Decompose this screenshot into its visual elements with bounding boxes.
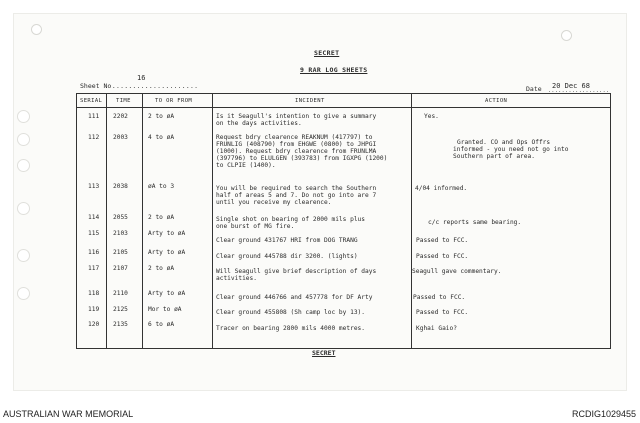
row-113-serial: 113 (88, 183, 100, 190)
row-118-to-from: Arty to øA (148, 290, 186, 297)
punch-hole (17, 159, 30, 172)
log-title: 9 RAR LOG SHEETS (300, 66, 368, 74)
row-120-to-from: 6 to øA (148, 321, 175, 328)
row-115-serial: 115 (88, 230, 100, 237)
row-116-serial: 116 (88, 249, 100, 256)
row-112-incident: to CLPIE (1400). (216, 162, 276, 169)
row-119-time: 2125 (113, 306, 128, 313)
date-value: 20 Dec 68 (552, 82, 590, 90)
column-divider (106, 94, 107, 348)
sheet-number: 16 (137, 74, 146, 82)
header-serial: SERIAL (80, 98, 103, 104)
log-table (76, 93, 611, 349)
row-111-incident: Is it Seagull's intention to give a summary (216, 113, 377, 120)
row-111-action: Yes. (424, 113, 439, 120)
column-divider (411, 94, 412, 348)
row-113-incident: until you receive my clearence. (216, 199, 332, 206)
row-119-serial: 119 (88, 306, 100, 313)
row-112-time: 2003 (113, 134, 128, 141)
archive-credit: AUSTRALIAN WAR MEMORIAL (3, 409, 134, 419)
row-112-serial: 112 (88, 134, 100, 141)
row-117-incident: Will Seagull give brief description of days (216, 268, 377, 275)
row-116-action: Passed to FCC. (416, 253, 469, 260)
row-117-action: Seagull gave commentary. (412, 268, 502, 275)
row-120-time: 2135 (113, 321, 128, 328)
row-112-incident: (397796) to ELULGEN (393783) from IGXPG (1200) (216, 155, 388, 162)
row-120-serial: 120 (88, 321, 100, 328)
sheet-label: Sheet No (80, 82, 112, 90)
row-115-time: 2103 (113, 230, 128, 237)
row-113-incident: You will be required to search the Southern (216, 185, 377, 192)
row-116-incident: Clear ground 445788 dir 3200. (lights) (216, 253, 358, 260)
row-113-time: 2038 (113, 183, 128, 190)
row-111-incident: on the days activities. (216, 120, 302, 127)
punch-hole (17, 202, 30, 215)
header-rule (77, 107, 610, 108)
sheet-dots: ..................... (112, 83, 199, 90)
header-to-from: TO OR FROM (155, 98, 193, 104)
punch-hole (17, 110, 30, 123)
row-114-action: c/c reports same bearing. (428, 219, 522, 226)
row-113-incident: half of areas 5 and 7. Do not go into are 7 (216, 192, 377, 199)
row-119-action: Passed to FCC. (416, 309, 469, 316)
row-117-to-from: 2 to øA (148, 265, 175, 272)
row-112-action: Granted. CO and Ops Offrs (457, 139, 551, 146)
classification-bottom: SECRET (312, 349, 336, 357)
row-111-serial: 111 (88, 113, 100, 120)
row-115-to-from: Arty to øA (148, 230, 186, 237)
row-119-incident: Clear ground 455808 (Sh camp loc by 13). (216, 309, 366, 316)
date-label: Date (526, 85, 542, 93)
row-111-to-from: 2 to øA (148, 113, 175, 120)
row-112-action: Southern part of area. (453, 153, 535, 160)
classification-top: SECRET (314, 49, 340, 57)
row-118-time: 2110 (113, 290, 128, 297)
punch-hole (17, 287, 30, 300)
row-118-incident: Clear ground 446766 and 457778 for DF Arty (216, 294, 373, 301)
row-115-incident: Clear ground 431767 HRI from DOG TRANG (216, 237, 358, 244)
staple-mark (31, 24, 42, 35)
row-114-to-from: 2 to øA (148, 214, 175, 221)
row-114-incident: Single shot on bearing of 2000 mils plus (216, 216, 366, 223)
column-divider (142, 94, 143, 348)
row-116-time: 2105 (113, 249, 128, 256)
row-118-serial: 118 (88, 290, 100, 297)
header-time: TIME (116, 98, 131, 104)
row-114-incident: one burst of MG fire. (216, 223, 295, 230)
header-incident: INCIDENT (295, 98, 325, 104)
row-112-incident: Request bdry clearence REAKNUM (417797) to (216, 134, 373, 141)
row-112-action: informed - you need not go into (453, 146, 569, 153)
row-114-serial: 114 (88, 214, 100, 221)
row-116-to-from: Arty to øA (148, 249, 186, 256)
row-112-incident: FRUNLIG (408790) from EHGWE (0800) to JHPGI (216, 141, 377, 148)
row-120-action: Kghai Gaio? (416, 325, 457, 332)
staple-mark (561, 30, 572, 41)
date-dots: .................. (548, 88, 610, 94)
row-117-time: 2107 (113, 265, 128, 272)
row-112-to-from: 4 to øA (148, 134, 175, 141)
row-113-action: 4/04 informed. (415, 185, 468, 192)
punch-hole (17, 249, 30, 262)
row-118-action: Passed to FCC. (413, 294, 466, 301)
row-117-incident: activities. (216, 275, 257, 282)
row-113-to-from: øA to 3 (148, 183, 175, 190)
row-111-time: 2202 (113, 113, 128, 120)
row-115-action: Passed to FCC. (416, 237, 469, 244)
row-112-incident: (1000). Request bdry clearence from FRUNLMA (216, 148, 377, 155)
row-117-serial: 117 (88, 265, 100, 272)
row-119-to-from: Mor to øA (148, 306, 182, 313)
archive-reference: RCDIG1029455 (571, 409, 636, 419)
row-120-incident: Tracer on bearing 2800 mils 4000 metres. (216, 325, 366, 332)
column-divider (212, 94, 213, 348)
row-114-time: 2055 (113, 214, 128, 221)
header-action: ACTION (485, 98, 508, 104)
punch-hole (17, 133, 30, 146)
